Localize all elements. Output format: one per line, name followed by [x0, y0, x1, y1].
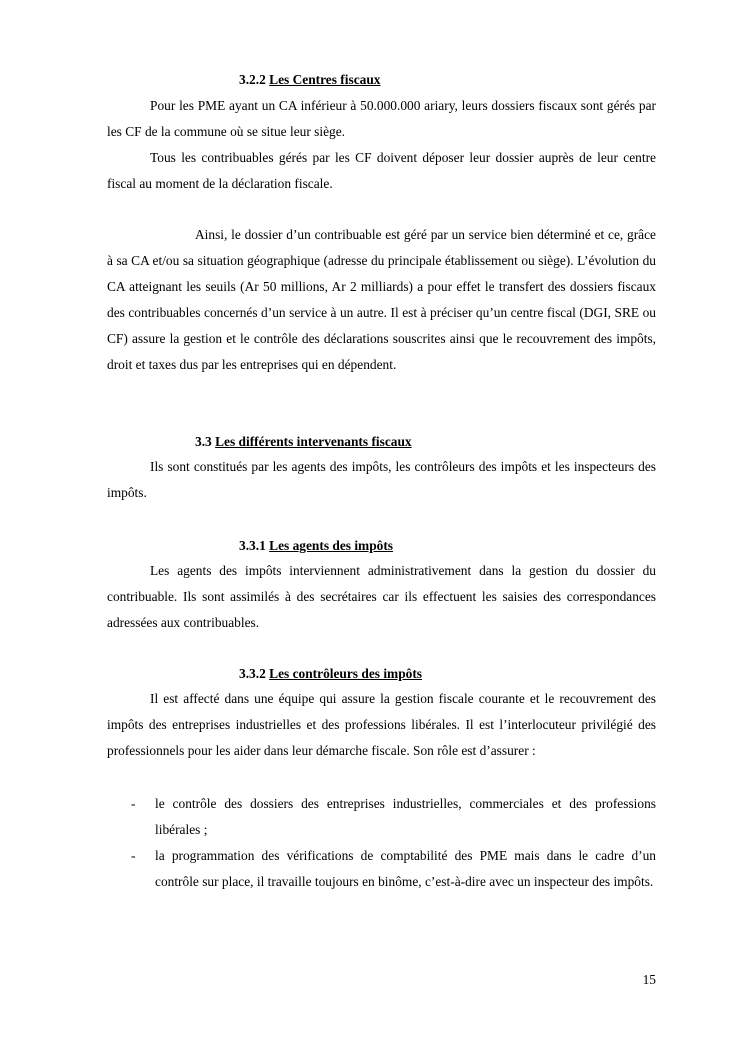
section-33-title: Les différents intervenants fiscaux: [215, 434, 412, 449]
bullet-marker: -: [131, 796, 136, 811]
section-33-heading: [195, 434, 412, 450]
section-332-title: Les contrôleurs des impôts: [269, 666, 423, 681]
section-332-paragraph: Il est affecté dans une équipe qui assure la gestion fiscale courante et le recouvrement des impôts des entreprises industrielles et des professions libérales. Il est l’interlocuteur privilégié des professionnels pour les aider dans leur démarche fiscale. Son rôle est d’assurer :: [107, 691, 656, 758]
section-331-heading: [239, 538, 393, 554]
section-332-bullet-list: [107, 791, 656, 895]
bullet-text: la programmation des vérifications de comptabilité des PME mais dans le cadre d’un contrôle sur place, il travaille toujours en binôme, c’est-à-dire avec un inspecteur des impôts.: [155, 848, 656, 889]
section-322-title: Les Centres fiscaux: [269, 72, 381, 87]
section-322-paragraph-2: Tous les contribuables gérés par les CF doivent déposer leur dossier auprès de leur centre fiscal au moment de la déclaration fiscale.: [107, 150, 656, 191]
section-331-number: 3.3.1: [239, 538, 266, 553]
bullet-marker: -: [131, 848, 136, 863]
section-331-paragraph: Les agents des impôts interviennent administrativement dans la gestion du dossier du contribuable. Ils sont assimilés à des secrétaires car ils effectuent les saisies des correspondances adressées aux contribuables.: [107, 563, 656, 630]
list-item: [107, 791, 656, 843]
section-331-title: Les agents des impôts: [269, 538, 394, 553]
section-322-heading: [239, 72, 380, 88]
section-322-number: 3.2.2: [239, 72, 266, 87]
section-332-number: 3.3.2: [239, 666, 266, 681]
section-33-paragraph: Ils sont constitués par les agents des impôts, les contrôleurs des impôts et les inspecteurs des impôts.: [107, 459, 656, 500]
section-33-number: 3.3: [195, 434, 212, 449]
list-item: [107, 843, 656, 895]
section-322-paragraph-3: Ainsi, le dossier d’un contribuable est géré par un service bien déterminé et ce, grâce à sa CA et/ou sa situation géographique (adresse du principale établissement ou siège). L’évolution du CA atteignant les seuils (Ar 50 millions, Ar 2 milliards) a pour effet le transfert des dossiers fiscaux des contribuables concernés d’un service à un autre. Il est à préciser qu’un centre fiscal (DGI, SRE ou CF) assure la gestion et le contrôle des déclarations souscrites ainsi que le recouvrement des impôts, droit et taxes dus par les entreprises qui en dépendent.: [107, 227, 656, 372]
bullet-text: le contrôle des dossiers des entreprises industrielles, commerciales et des professions libérales ;: [155, 796, 656, 837]
section-332-heading: [239, 666, 422, 682]
section-322-paragraph-1: Pour les PME ayant un CA inférieur à 50.000.000 ariary, leurs dossiers fiscaux sont gérés par les CF de la commune où se situe leur siège.: [107, 98, 656, 139]
page-number: 15: [642, 972, 656, 987]
